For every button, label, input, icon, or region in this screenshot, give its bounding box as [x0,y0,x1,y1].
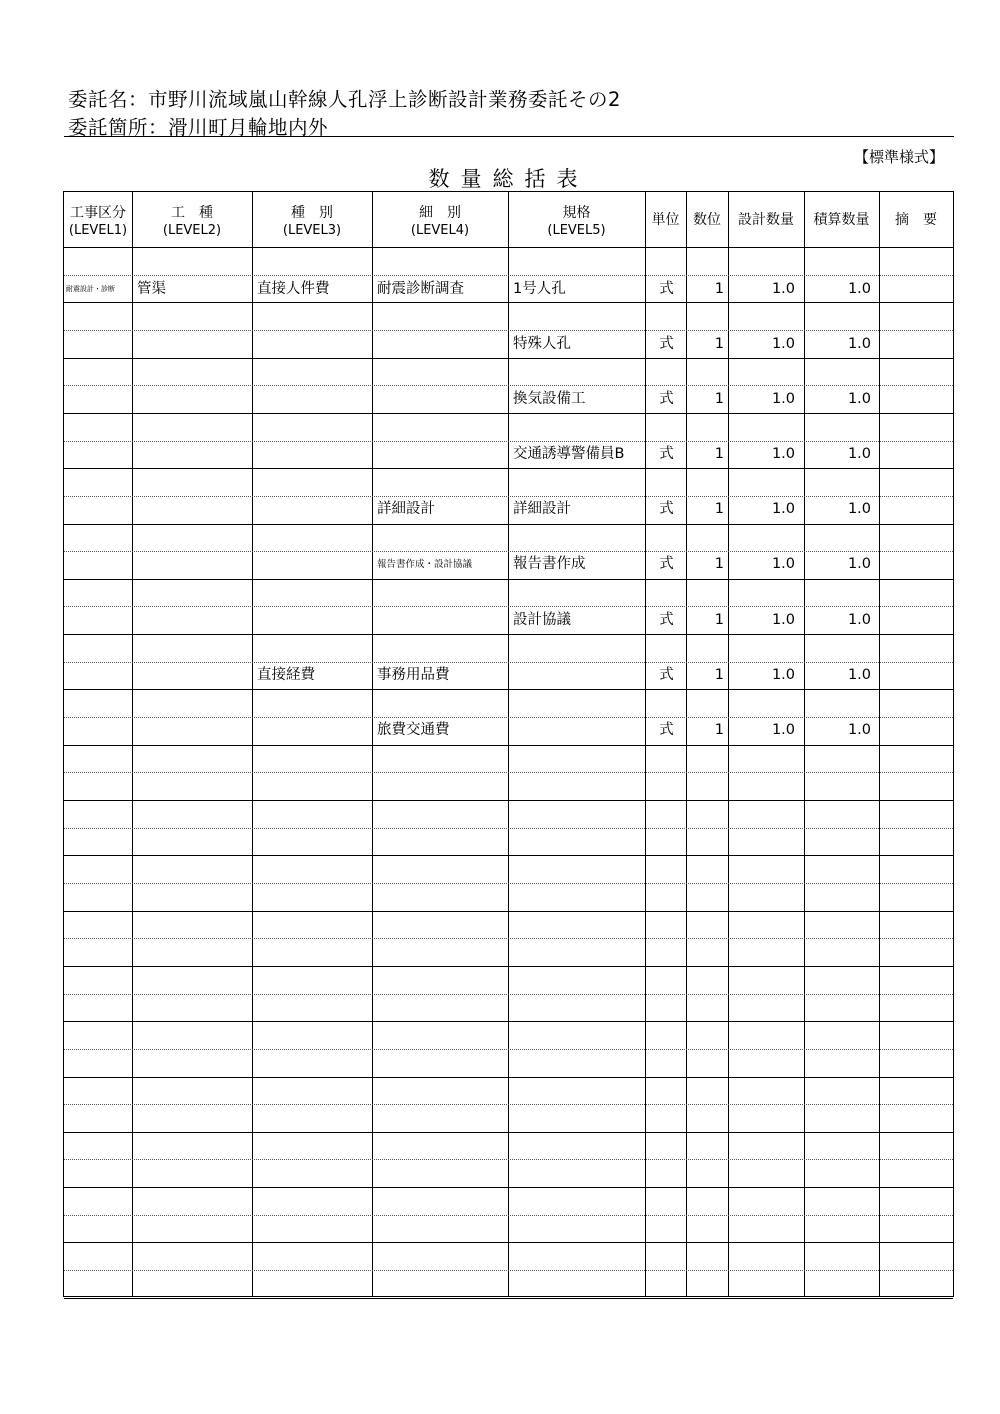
cell-unit: 式 [659,336,674,352]
col-header-label: 規格 [562,205,591,221]
cell-level1: 耐震設計・診断 [66,285,115,293]
col-header-label: 種 別 [291,205,333,221]
cell-unit: 式 [659,446,674,462]
col-header-label: 工 種 [171,205,213,221]
cell-design-qty: 1.0 [771,667,795,683]
contract-location: 委託箇所：滑川町月輪地内外 [68,116,329,139]
table-row [64,331,953,358]
col-header-sub: (LEVEL1) [68,223,128,238]
col-header-sub: (LEVEL3) [282,223,342,238]
row-solid-line [64,800,953,801]
cell-unit: 式 [659,391,674,407]
table-row [64,276,953,303]
cell-digits: 1 [714,501,724,517]
cell-est-qty: 1.0 [847,722,871,738]
cell-level3: 直接人件費 [257,281,330,297]
contract-name: 委託名：市野川流域嵐山幹線人孔浮上診断設計業務委託その2 [68,88,621,111]
cell-level5: 報告書作成 [513,556,586,572]
cell-level4: 詳細設計 [377,501,435,517]
cell-level2: 管渠 [137,281,166,297]
col-header-level5 [508,204,645,240]
table-row [64,551,953,578]
cell-unit: 式 [659,501,674,517]
row-solid-line [64,1132,953,1133]
cell-design-qty: 1.0 [771,391,795,407]
col-header-sub: (LEVEL2) [162,223,222,238]
row-solid-line [64,1298,953,1299]
cell-unit: 式 [659,281,674,297]
cell-level3: 直接経費 [257,667,315,683]
page-title: 数量総括表 [428,167,589,191]
cell-level5: 詳細設計 [513,501,571,517]
col-header-design-qty: 設計数量 [738,212,794,228]
cell-level5: 特殊人孔 [513,336,571,352]
cell-est-qty: 1.0 [847,391,871,407]
cell-est-qty: 1.0 [847,281,871,297]
col-header-digits: 数位 [693,212,721,228]
cell-design-qty: 1.0 [771,612,795,628]
row-dotted-line [64,1104,953,1105]
cell-unit: 式 [659,667,674,683]
row-solid-line [64,579,953,580]
cell-level5: 交通誘導警備員B [513,446,625,462]
col-header-level4 [372,204,508,240]
cell-unit: 式 [659,722,674,738]
row-dotted-line [64,883,953,884]
row-dotted-line [64,994,953,995]
cell-design-qty: 1.0 [771,281,795,297]
row-solid-line [64,1077,953,1078]
row-solid-line [64,524,953,525]
col-header-level1 [64,204,132,240]
row-dotted-line [64,1270,953,1271]
row-solid-line [64,911,953,912]
row-solid-line [64,1187,953,1188]
row-dotted-line [64,1159,953,1160]
row-solid-line [64,1021,953,1022]
row-solid-line [64,413,953,414]
col-header-sub: (LEVEL5) [547,223,606,238]
cell-digits: 1 [714,722,724,738]
cell-digits: 1 [714,446,724,462]
cell-level5: 1号人孔 [513,281,566,297]
cell-design-qty: 1.0 [771,336,795,352]
table-row [64,717,953,744]
cell-unit: 式 [659,556,674,572]
cell-design-qty: 1.0 [771,446,795,462]
row-solid-line [64,1242,953,1243]
cell-level4: 事務用品費 [377,667,450,683]
row-solid-line [64,689,953,690]
cell-level5: 設計協議 [513,612,571,628]
cell-est-qty: 1.0 [847,667,871,683]
cell-est-qty: 1.0 [847,612,871,628]
header-rule [64,136,954,137]
col-header-sub: (LEVEL4) [410,223,470,238]
row-solid-line [64,745,953,746]
cell-digits: 1 [714,336,724,352]
col-header-unit: 単位 [651,212,680,228]
standard-form-label: 【標準様式】 [853,148,944,166]
cell-est-qty: 1.0 [847,446,871,462]
col-header-level3 [252,204,372,240]
col-header-est-qty: 積算数量 [813,212,870,228]
cell-unit: 式 [659,612,674,628]
cell-digits: 1 [714,612,724,628]
cell-digits: 1 [714,281,724,297]
table-row [64,386,953,413]
row-dotted-line [64,1215,953,1216]
row-solid-line [64,966,953,967]
cell-est-qty: 1.0 [847,556,871,572]
cell-design-qty: 1.0 [771,556,795,572]
cell-level5: 換気設備工 [513,391,586,407]
row-solid-line [64,855,953,856]
cell-est-qty: 1.0 [847,501,871,517]
cell-est-qty: 1.0 [847,336,871,352]
table-row [64,496,953,523]
col-header-level2 [132,204,252,240]
row-dotted-line [64,1049,953,1050]
cell-digits: 1 [714,556,724,572]
cell-digits: 1 [714,391,724,407]
table-row [64,607,953,634]
row-dotted-line [64,772,953,773]
col-header-label: 細 別 [419,205,461,221]
col-header-label: 工事区分 [70,205,126,221]
row-solid-line [64,468,953,469]
quantity-summary-table [63,191,954,1297]
table-row [64,662,953,689]
row-dotted-line [64,828,953,829]
row-dotted-line [64,938,953,939]
cell-level4: 耐震診断調査 [377,281,464,297]
header-bottom-line [64,247,953,248]
cell-design-qty: 1.0 [771,501,795,517]
cell-digits: 1 [714,667,724,683]
table-row [64,441,953,468]
cell-design-qty: 1.0 [771,722,795,738]
cell-level4: 旅費交通費 [377,722,450,738]
cell-level4: 報告書作成・設計協議 [377,559,473,570]
col-header-remarks: 摘 要 [895,212,937,228]
row-solid-line [64,634,953,635]
